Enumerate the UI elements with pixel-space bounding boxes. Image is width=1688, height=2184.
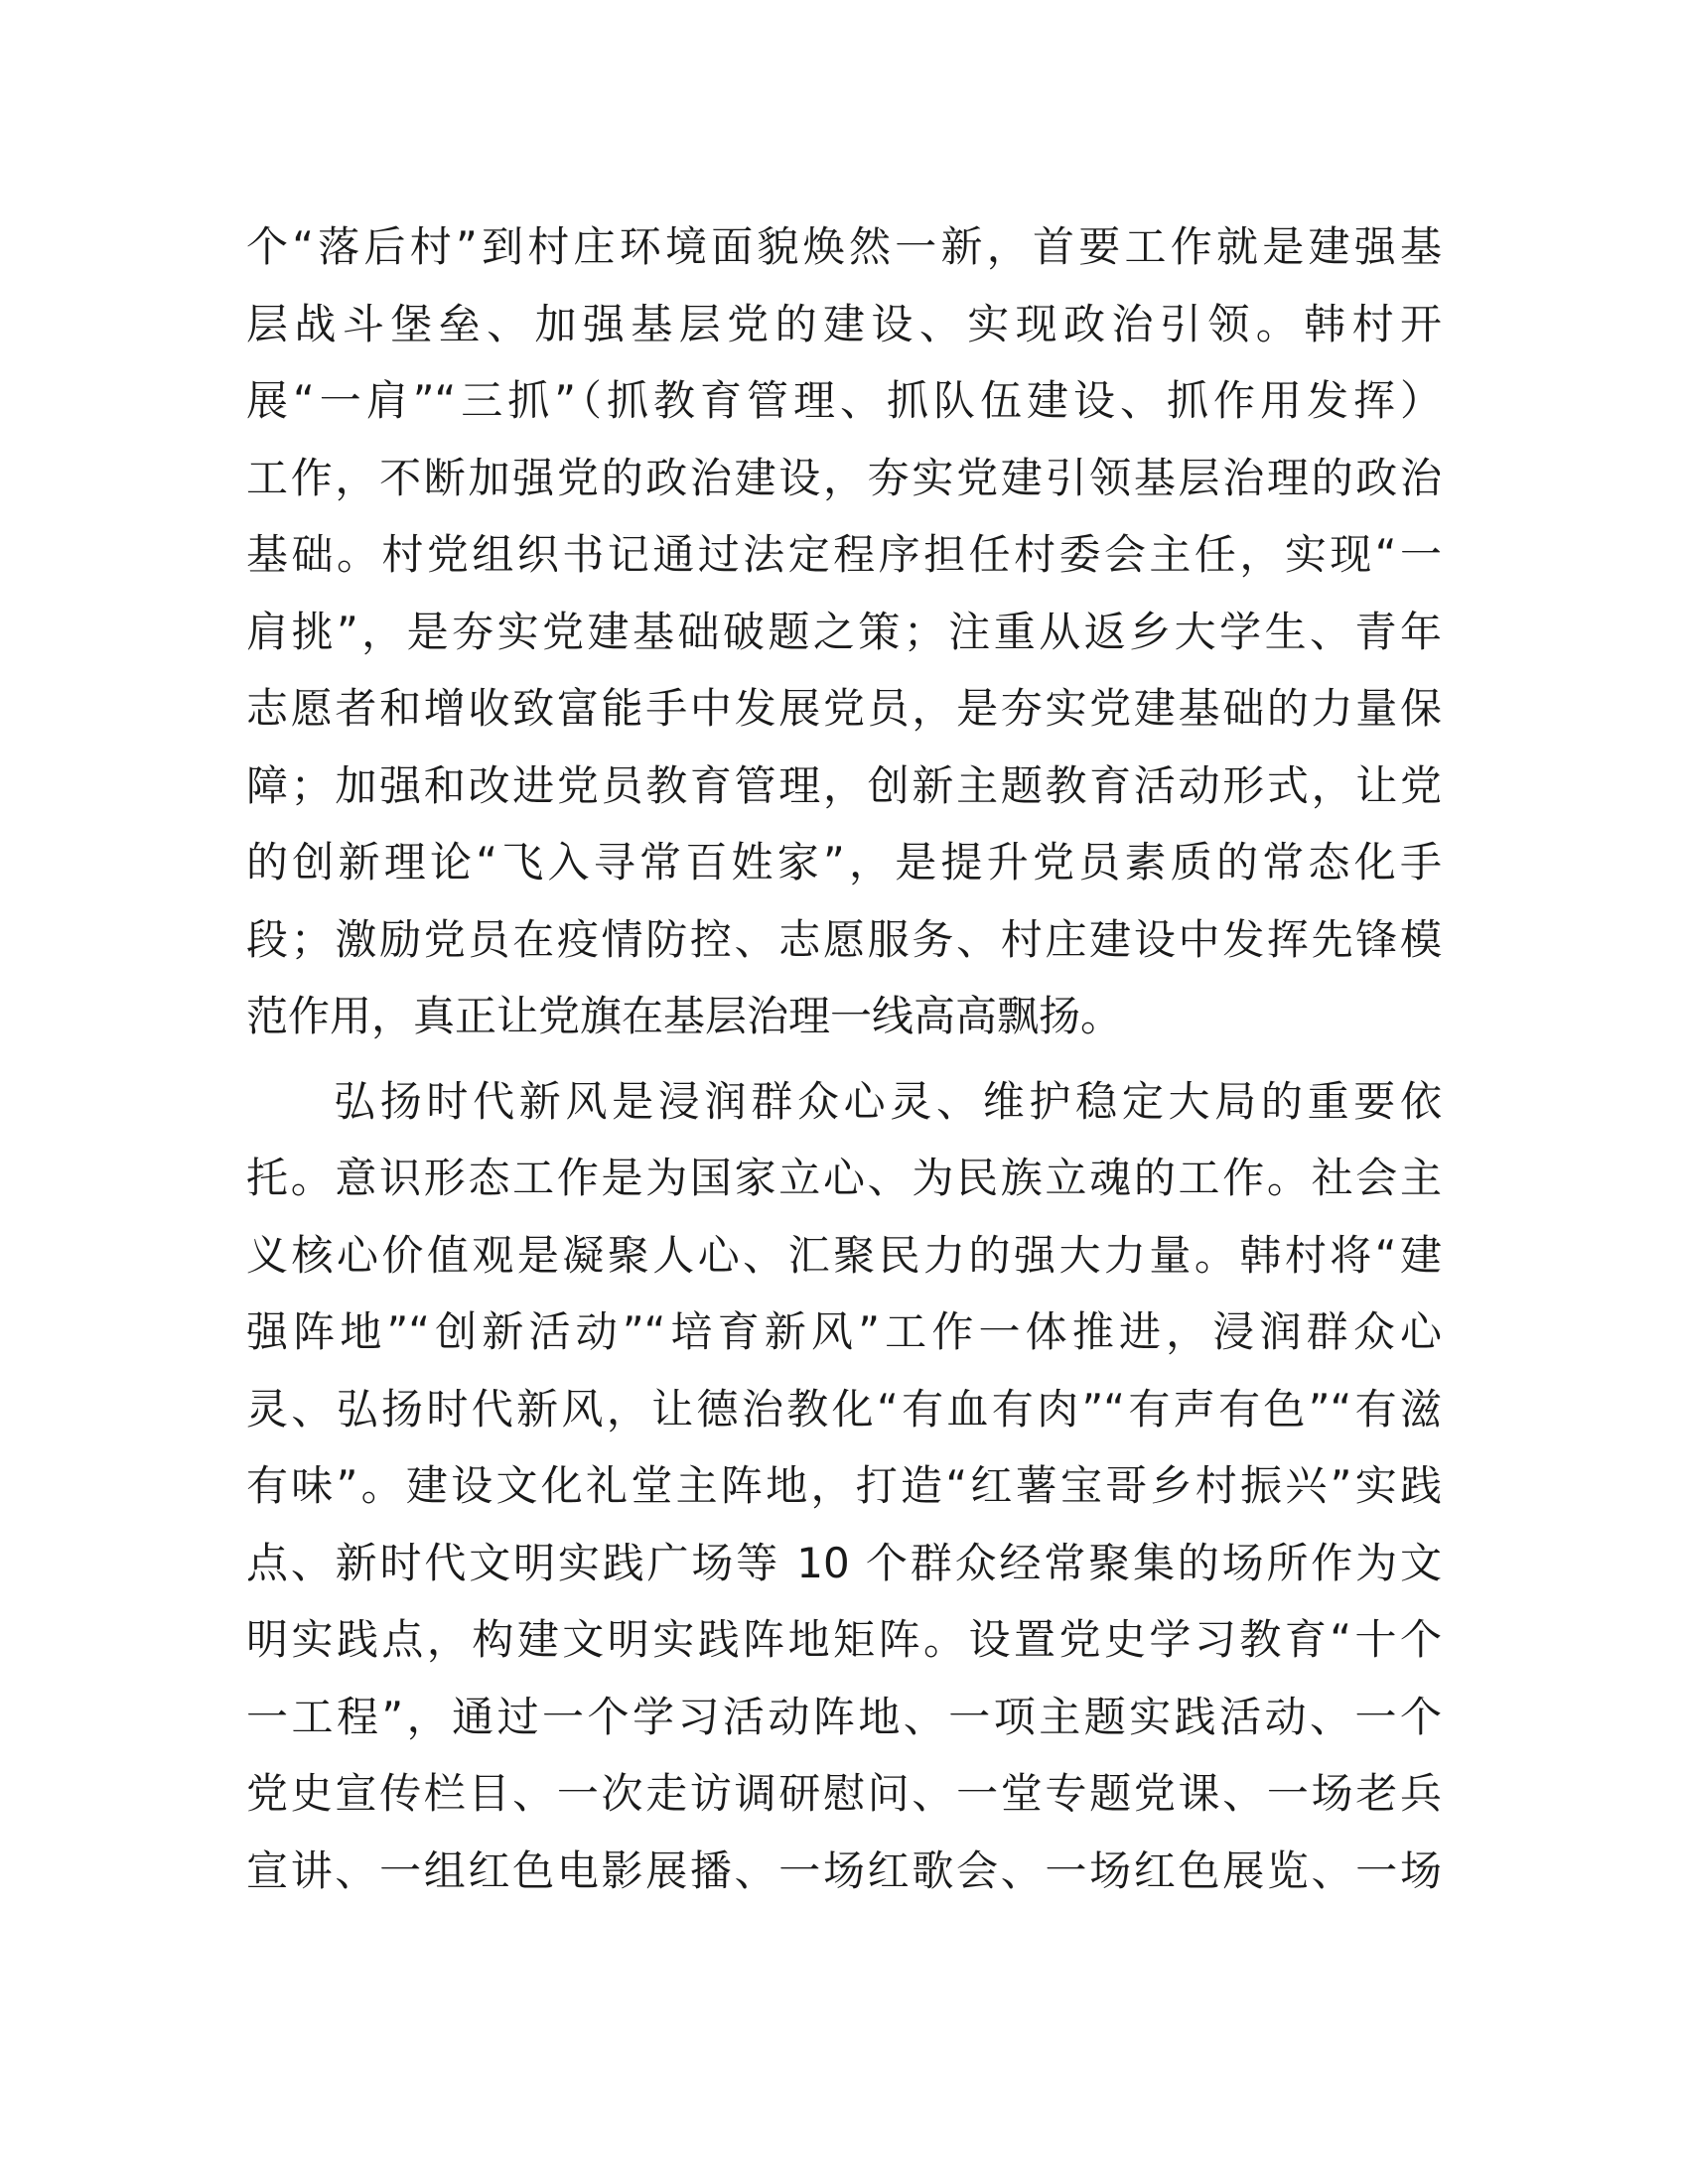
paragraph-2 (246, 1063, 1442, 1910)
text-line: 有味”。建设文化礼堂主阵地，打造“红薯宝哥乡村振兴”实践 (246, 1461, 1442, 1510)
text-line: 明实践点，构建文明实践阵地矩阵。设置党史学习教育“十个 (246, 1615, 1442, 1664)
document-body (246, 208, 1442, 1909)
text-line: 志愿者和增收致富能手中发展党员，是夯实党建基础的力量保 (246, 684, 1442, 733)
text-line: 的创新理论“飞入寻常百姓家”，是提升党员素质的常态化手 (246, 838, 1442, 887)
text-line: 障；加强和改进党员教育管理，创新主题教育活动形式，让党 (246, 760, 1442, 810)
text-line: 范作用，真正让党旗在基层治理一线高高飘扬。 (246, 992, 1123, 1040)
text-line: 灵、弘扬时代新风，让德治教化“有血有肉”“有声有色”“有滋 (246, 1384, 1442, 1433)
text-line: 段；激励党员在疫情防控、志愿服务、村庄建设中发挥先锋模 (246, 914, 1442, 964)
text-line: 点、新时代文明实践广场等 10 个群众经常聚集的场所作为文 (246, 1538, 1442, 1587)
text-line: 宣讲、一组红色电影展播、一场红歌会、一场红色展览、一场 (246, 1845, 1442, 1895)
text-line: 基础。村党组织书记通过法定程序担任村委会主任，实现“一 (246, 530, 1442, 579)
text-line: 展“一肩”“三抓”（抓教育管理、抓队伍建设、抓作用发挥） (246, 376, 1442, 425)
text-line: 肩挑”，是夯实党建基础破题之策；注重从返乡大学生、青年 (246, 607, 1442, 656)
text-line: 个“落后村”到村庄环境面貌焕然一新，首要工作就是建强基 (246, 222, 1442, 271)
text-line: 层战斗堡垒、加强基层党的建设、实现政治引领。韩村开 (246, 299, 1442, 348)
text-line: 党史宣传栏目、一次走访调研慰问、一堂专题党课、一场老兵 (246, 1769, 1442, 1818)
text-line: 托。意识形态工作是为国家立心、为民族立魂的工作。社会主 (246, 1154, 1442, 1202)
paragraph-1 (246, 208, 1442, 1055)
text-line: 一工程”，通过一个学习活动阵地、一项主题实践活动、一个 (246, 1692, 1442, 1741)
text-line: 工作，不断加强党的政治建设，夯实党建引领基层治理的政治 (246, 453, 1442, 502)
text-line: 义核心价值观是凝聚人心、汇聚民力的强大力量。韩村将“建 (246, 1230, 1442, 1280)
text-line: 强阵地”“创新活动”“培育新风”工作一体推进，浸润群众心 (246, 1307, 1442, 1356)
text-line: 弘扬时代新风是浸润群众心灵、维护稳定大局的重要依 (334, 1076, 1442, 1126)
